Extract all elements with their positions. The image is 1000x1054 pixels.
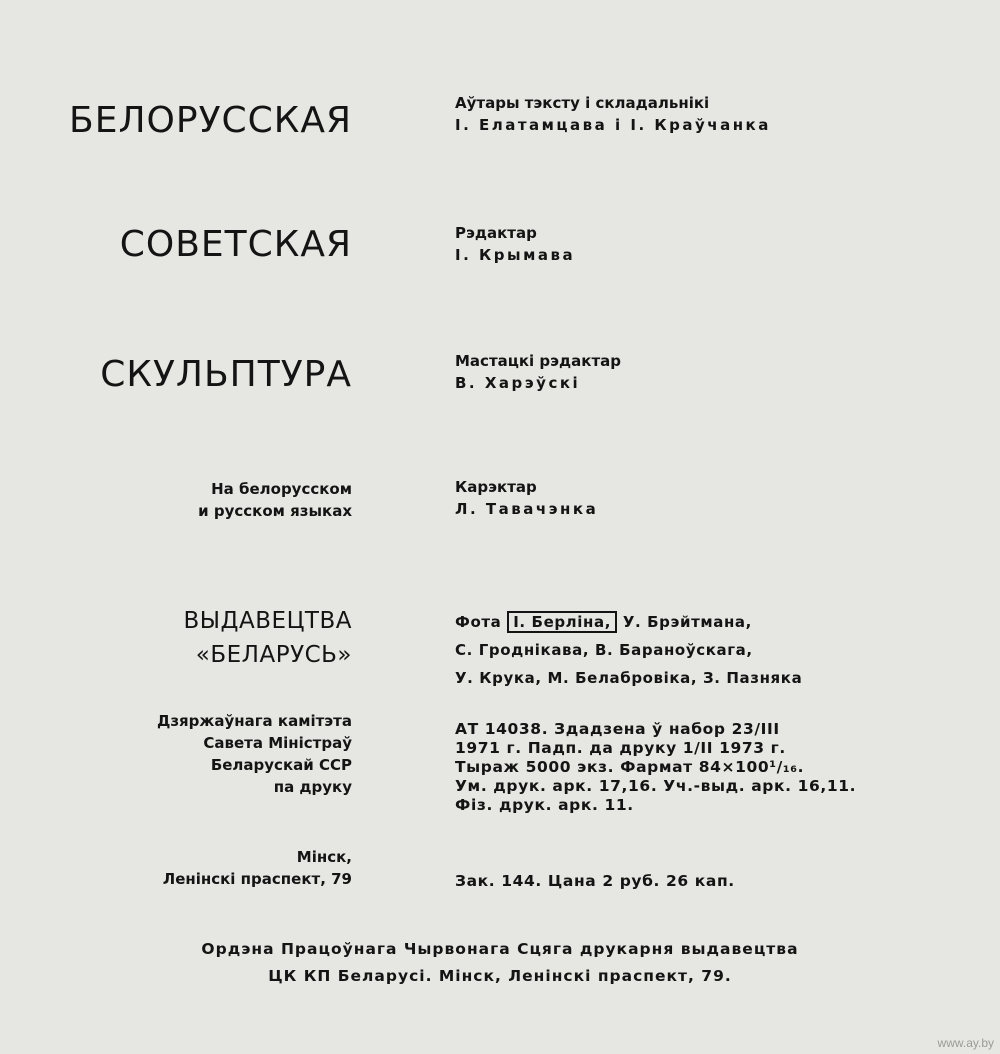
art-editor-name: В. Харэўскі xyxy=(455,374,581,392)
printer-credit xyxy=(0,936,1000,990)
languages-line-1: На белорусском xyxy=(211,480,352,498)
committee-line-2: Савета Міністраў xyxy=(203,734,352,752)
imprint-line-5: Фіз. друк. арк. 11. xyxy=(455,796,634,814)
imprint-line-2: 1971 г. Падп. да друку 1/II 1973 г. xyxy=(455,739,786,757)
photo-credit xyxy=(455,608,802,692)
publisher-line-1: ВЫДАВЕЦТВА xyxy=(183,608,352,634)
watermark: www.ay.by xyxy=(937,1036,994,1050)
proofreader-credit xyxy=(455,476,598,520)
committee-line-1: Дзяржаўнага камітэта xyxy=(156,712,352,730)
proofreader-name: Л. Тавачэнка xyxy=(455,500,599,518)
publisher-address xyxy=(163,846,352,890)
title-line-1: БЕЛОРУССКАЯ xyxy=(69,100,352,141)
imprint-line-3: Тыраж 5000 экз. Фармат 84×100¹/₁₆. xyxy=(455,758,805,776)
publisher-line-2: «БЕЛАРУСЬ» xyxy=(195,642,352,668)
photo-label: Фота xyxy=(455,613,502,631)
art-editor-credit xyxy=(455,350,621,394)
authors-label: Аўтары тэксту і складальнікі xyxy=(455,94,710,112)
title-line-2: СОВЕТСКАЯ xyxy=(119,224,352,265)
committee-line-3: Беларускай ССР xyxy=(210,756,352,774)
photo-line-1-rest: У. Брэйтмана, xyxy=(622,613,752,631)
photo-line-1 xyxy=(455,608,802,636)
footer-line-2: ЦК КП Беларусі. Мінск, Ленінскі праспект, 79. xyxy=(268,967,732,985)
imprint-line-1: АТ 14038. Здадзена ў набор 23/III xyxy=(455,720,780,738)
imprint-line-4: Ум. друк. арк. 17,16. Уч.-выд. арк. 16,11. xyxy=(455,777,857,795)
languages-line-2: и русском языках xyxy=(198,502,352,520)
address-line-1: Мінск, xyxy=(296,848,352,866)
publisher-name xyxy=(183,604,352,672)
art-editor-label: Мастацкі рэдактар xyxy=(455,352,622,370)
imprint-block xyxy=(455,720,856,815)
authors-credit xyxy=(455,92,771,136)
editor-name: І. Крымава xyxy=(455,246,576,264)
authors-names: І. Елатамцава і І. Краўчанка xyxy=(455,116,771,134)
price-line: Зак. 144. Цана 2 руб. 26 кап. xyxy=(455,872,735,890)
photo-boxed-name: І. Берліна, xyxy=(507,611,617,633)
editor-label: Рэдактар xyxy=(455,224,537,242)
editor-credit xyxy=(455,222,575,266)
address-line-2: Ленінскі праспект, 79 xyxy=(162,870,352,888)
title-line-3: СКУЛЬПТУРА xyxy=(100,354,352,395)
photo-line-2: С. Гроднікава, В. Бараноўскага, xyxy=(455,641,753,659)
committee-note xyxy=(157,710,352,798)
footer-line-1: Ордэна Працоўнага Чырвонага Сцяга друкарня выдавецтва xyxy=(201,940,799,958)
languages-note xyxy=(198,478,352,522)
photo-line-3: У. Крука, М. Белабровіка, З. Пазняка xyxy=(455,669,803,687)
committee-line-4: па друку xyxy=(273,778,352,796)
proofreader-label: Карэктар xyxy=(455,478,537,496)
